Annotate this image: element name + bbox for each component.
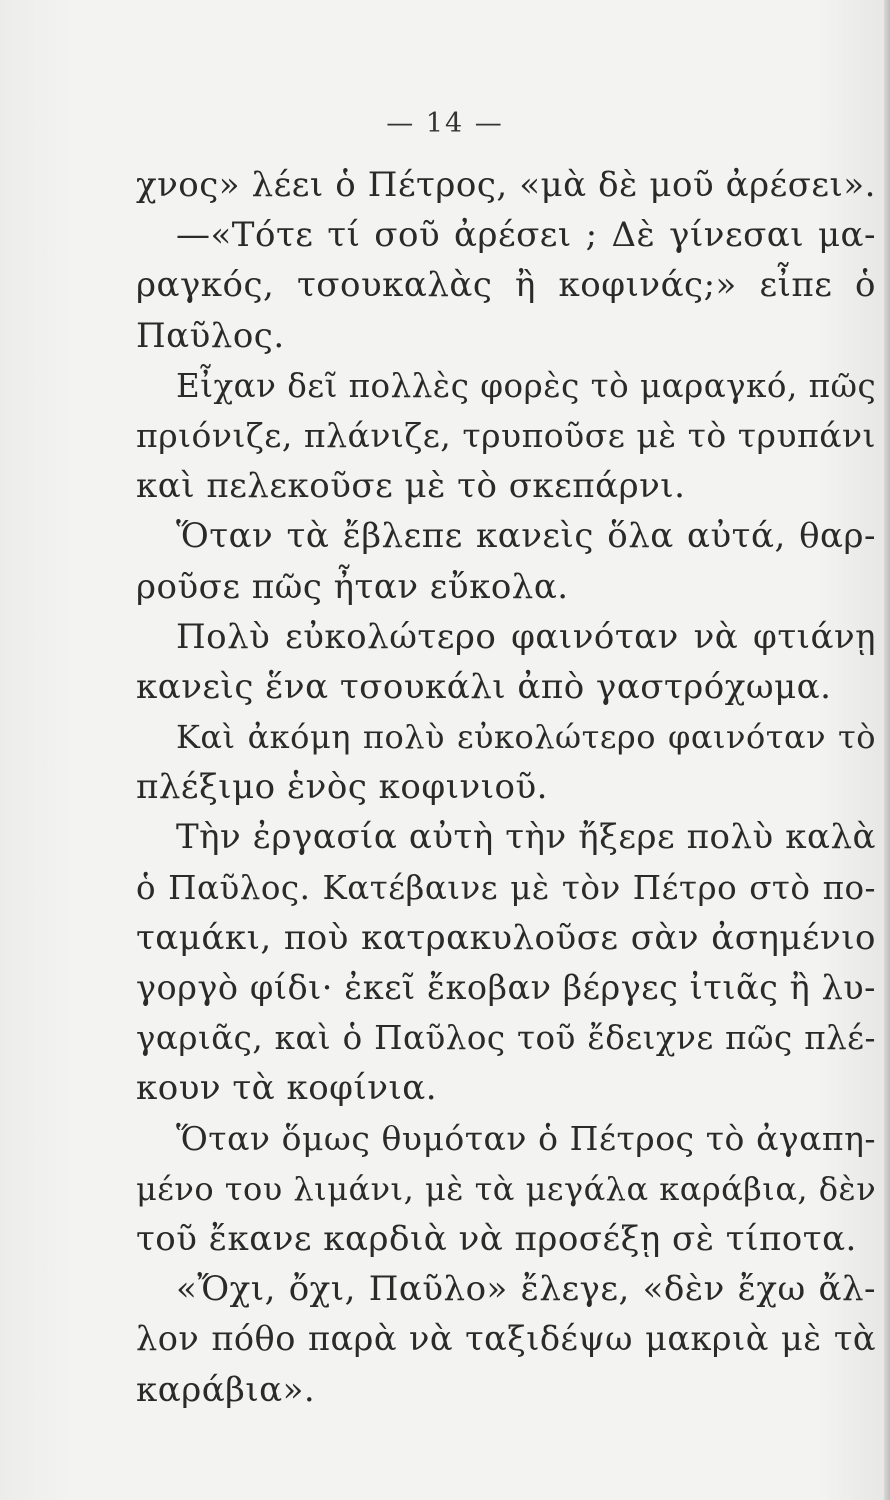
page-edge-shadow bbox=[884, 0, 890, 1500]
text-line: ὁ Παῦλος. Κατέβαινε μὲ τὸν Πέτρο στὸ πο- bbox=[136, 868, 876, 907]
text-line: Εἶχαν δεῖ πολλὲς φορὲς τὸ μαραγκό, πῶς bbox=[176, 366, 877, 405]
body-text bbox=[136, 160, 876, 1415]
text-line: πλέξιμο ἑνὸς κοφινιοῦ. bbox=[136, 767, 548, 808]
text-line: ροῦσε πῶς ἦταν εὔκολα. bbox=[136, 566, 569, 607]
text-line: Πολὺ εὐκολώτερο φαινόταν νὰ φτιάνῃ bbox=[176, 616, 876, 657]
text-line: Παῦλος. bbox=[136, 315, 285, 356]
text-line: Καὶ ἀκόμη πολὺ εὐκολώτερο φαινόταν τὸ bbox=[176, 718, 876, 757]
text-line: τοῦ ἔκανε καρδιὰ νὰ προσέξῃ σὲ τίποτα. bbox=[136, 1218, 857, 1259]
text-line: κανεὶς ἕνα τσουκάλι ἀπὸ γαστρόχωμα. bbox=[136, 666, 832, 707]
text-line: Τὴν ἐργασία αὐτὴ τὴν ἤξερε πολὺ καλὰ bbox=[176, 817, 876, 858]
text-line: χνος» λέει ὁ Πέτρος, «μὰ δὲ μοῦ ἀρέσει». bbox=[136, 165, 876, 205]
text-line: ραγκός, τσουκαλὰς ἢ κοφινάς;» εἶπε ὁ bbox=[136, 265, 876, 306]
text-line: —«Τότε τί σοῦ ἀρέσει ; Δὲ γίνεσαι μα- bbox=[176, 215, 876, 256]
text-line: κουν τὰ κοφίνια. bbox=[136, 1068, 438, 1109]
text-line: ταμάκι, ποὺ κατρακυλοῦσε σὰν ἀσημένιο bbox=[136, 917, 876, 958]
text-line: γοργὸ φίδι· ἐκεῖ ἔκοβαν βέργες ἰτιᾶς ἢ λυ- bbox=[136, 968, 876, 1007]
text-line: πριόνιζε, πλάνιζε, τρυποῦσε μὲ τὸ τρυπάνι bbox=[136, 415, 876, 455]
text-line: καράβια». bbox=[136, 1369, 316, 1410]
text-line: λον πόθο παρὰ νὰ ταξιδέψω μακριὰ μὲ τὰ bbox=[136, 1319, 876, 1359]
text-line: μένο του λιμάνι, μὲ τὰ μεγάλα καράβια, δὲν bbox=[136, 1169, 877, 1208]
text-line: Ὅταν τὰ ἔβλεπε κανεὶς ὅλα αὐτά, θαρ- bbox=[176, 516, 876, 557]
text-line: γαριᾶς, καὶ ὁ Παῦλος τοῦ ἔδειχνε πῶς πλέ- bbox=[136, 1019, 876, 1058]
page-number: — 14 — bbox=[386, 108, 504, 139]
text-line: Ὅταν ὅμως θυμόταν ὁ Πέτρος τὸ ἀγαπη- bbox=[176, 1118, 876, 1158]
text-line: «Ὄχι, ὄχι, Παῦλο» ἔλεγε, «δὲν ἔχω ἄλ- bbox=[176, 1269, 876, 1310]
text-line: καὶ πελεκοῦσε μὲ τὸ σκεπάρνι. bbox=[136, 466, 686, 507]
